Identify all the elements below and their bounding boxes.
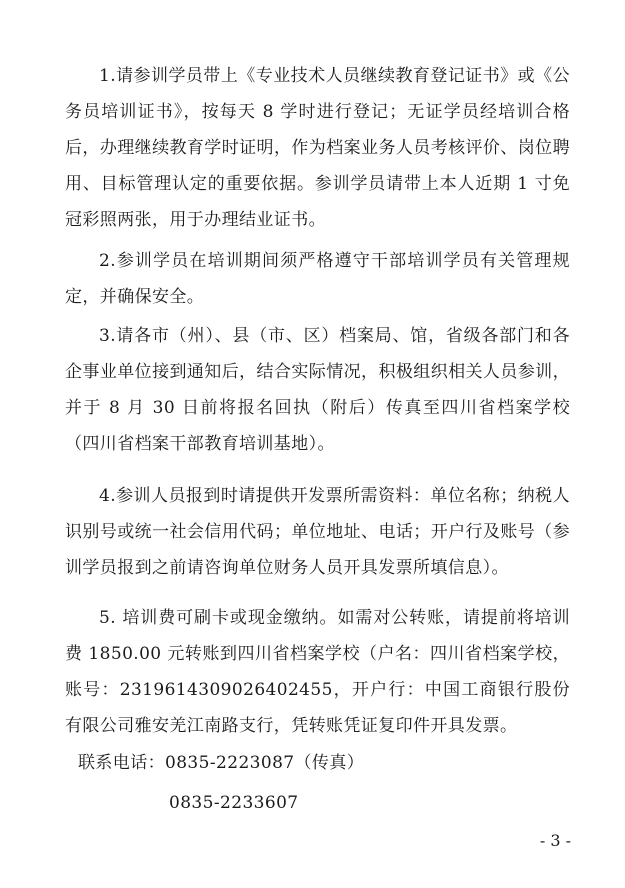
paragraph-2: 2.参训学员在培训期间须严格遵守干部培训学员有关管理规定，并确保安全。: [65, 251, 570, 307]
paragraph-3: 3.请各市（州）、县（市、区）档案局、馆，省级各部门和各企事业单位接到通知后，结合实际情况，积极组织相关人员参训，并于 8 月 30 日前将报名回执（附后）传真至四川省档案学校（四川省档案干部教育培训基地）。: [65, 326, 570, 454]
paragraph-1: 1.请参训学员带上《专业技术人员继续教育登记证书》或《公务员培训证书》，按每天 8 学时进行登记；无证学员经培训合格后，办理继续教育学时证明，作为档案业务人员考核评价、岗位聘用、目标管理认定的重要依据。参训学员请带上本人近期 1 寸免冠彩照两张，用于办理结业证书。: [65, 66, 570, 230]
paragraph-5: 5. 培训费可刷卡或现金缴纳。如需对公转账，请提前将培训费 1850.00 元转账到四川省档案学校（户名：四川省档案学校，账号：2319614309026402455，开户行：中国工商银行股份有限公司雅安羌江南路支行，凭转账凭证复印件开具发票。: [65, 608, 570, 736]
contact-phone-secondary: 0835-2233607: [169, 793, 299, 813]
paragraph-4: 4.参训人员报到时请提供开发票所需资料：单位名称；纳税人识别号或统一社会信用代码；单位地址、电话；开户行及账号（参训学员报到之前请咨询单位财务人员开具发票所填信息）。: [65, 486, 570, 578]
page-number: - 3 -: [539, 831, 571, 850]
contact-phone-line: 联系电话：0835-2223087（传真）: [78, 753, 365, 773]
